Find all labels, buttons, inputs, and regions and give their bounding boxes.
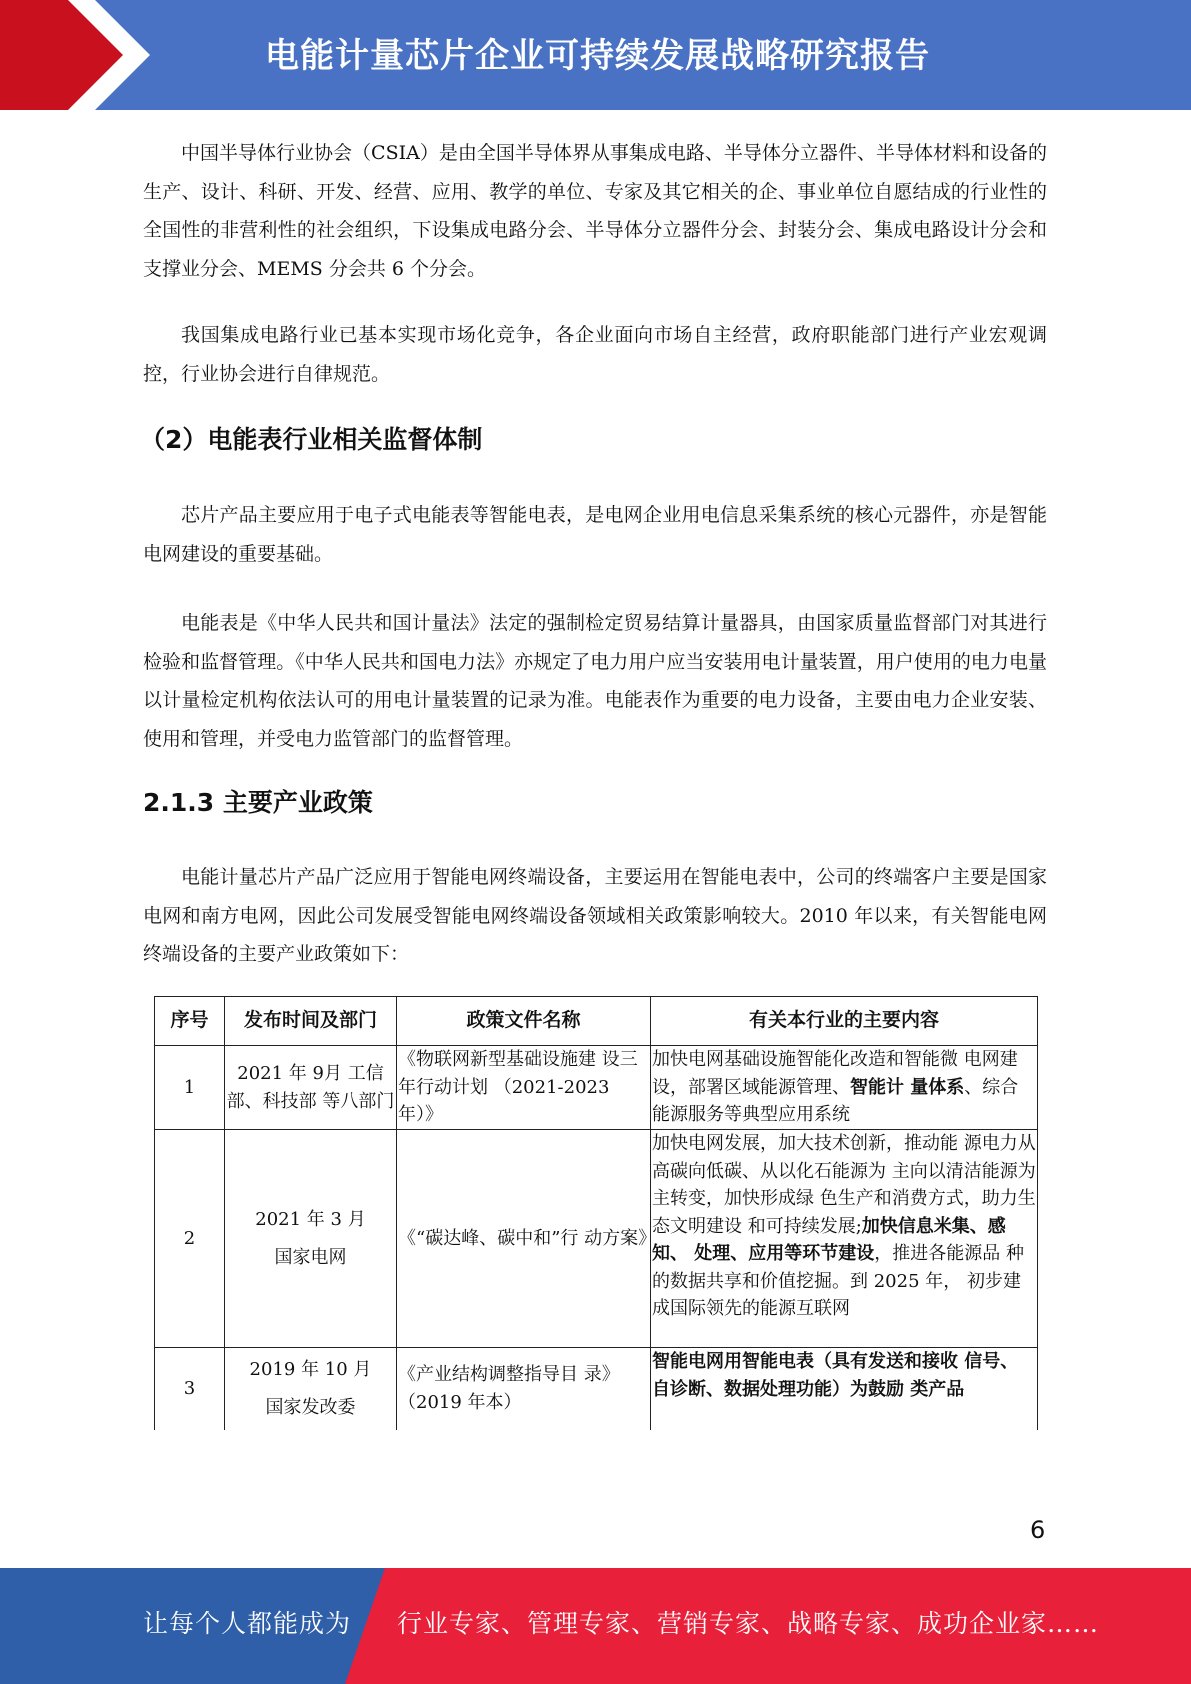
cell-no: 1: [155, 1046, 225, 1130]
cell-date-dept: [225, 1130, 397, 1348]
cell-doc-name: 《“碳达峰、碳中和”行 动方案》: [397, 1130, 651, 1348]
paragraph-policy-intro: 电能计量芯片产品广泛应用于智能电网终端设备，主要运用在智能电表中，公司的终端客户主要是国家电网和南方电网，因此公司发展受智能电网终端设备领域相关政策影响较大。2010 年以来，有关智能电网终端设备的主要产业政策如下：: [143, 866, 1047, 965]
cell-no: 2: [155, 1130, 225, 1348]
page-number: 6: [1030, 1516, 1046, 1544]
cell-date-dept: [225, 1348, 397, 1430]
cell-no: 3: [155, 1348, 225, 1430]
footer-slogan-left: 让每个人都能成为: [143, 1609, 352, 1638]
col-header-content: 有关本行业的主要内容: [651, 997, 1038, 1046]
section-heading-policies: 2.1.3 主要产业政策: [143, 788, 373, 817]
content-text: 加快电网基础设施智能化改造和智能微 电网建设，部署区域能源管理、: [652, 1049, 1018, 1098]
page-header: [0, 0, 1191, 110]
content-text: 、综合能源服务等典型应用系统: [652, 1076, 1019, 1125]
col-header-doc-name: 政策文件名称: [397, 997, 651, 1046]
table-header-row: [155, 997, 1038, 1046]
table-row: [155, 1130, 1038, 1348]
paragraph-meter-law: 电能表是《中华人民共和国计量法》法定的强制检定贸易结算计量器具，由国家质量监督部门对其进行检验和监督管理。《中华人民共和国电力法》亦规定了电力用户应当安装用电计量装置，用户使用的电力电量以计量检定机构依法认可的用电计量装置的记录为准。电能表作为重要的电力设备，主要由电力企业安装、使用和管理，并受电力监管部门的监督管理。: [143, 612, 1047, 750]
page-footer: [0, 1568, 1191, 1684]
paragraph-chip-application: 芯片产品主要应用于电子式电能表等智能电表，是电网企业用电信息采集系统的核心元器件，亦是智能电网建设的重要基础。: [143, 504, 1047, 565]
cell-date: 2021 年 3 月: [255, 1208, 366, 1230]
content-emphasis: 智能电网用智能电表（具有发送和接收 信号、自诊断、数据处理功能）为鼓励 类产品: [652, 1351, 1019, 1400]
footer-slogan-right: 行业专家、管理专家、营销专家、战略专家、成功企业家……: [397, 1609, 1100, 1638]
col-header-date-dept: 发布时间及部门: [225, 997, 397, 1046]
cell-doc-name: 《产业结构调整指导目 录》（2019 年本）: [397, 1348, 651, 1430]
cell-date-dept: 2021 年 9月 工信部、科技部 等八部门: [225, 1046, 397, 1130]
cell-doc-name: 《物联网新型基础设施建 设三年行动计划 （2021-2023 年）》: [397, 1046, 651, 1130]
cell-date: 2019 年 10 月: [249, 1358, 372, 1380]
cell-dept: 国家电网: [274, 1246, 347, 1268]
content-emphasis: 加快信息米集、感知、 处理、应用等环节建设: [652, 1215, 1006, 1264]
cell-dept: 国家发改委: [265, 1396, 356, 1418]
cell-content: [651, 1348, 1038, 1430]
cell-content: [651, 1130, 1038, 1348]
table-row: [155, 1348, 1038, 1430]
content-text: ，推进各能源品 种的数据共享和价值挖掘。到 2025 年， 初步建成国际领先的能源互联网: [652, 1243, 1024, 1319]
section-heading-supervision: （2）电能表行业相关监督体制: [140, 425, 483, 454]
cell-content: [651, 1046, 1038, 1130]
policy-table: [154, 996, 1038, 1430]
col-header-no: 序号: [155, 997, 225, 1046]
report-title: 电能计量芯片企业可持续发展战略研究报告: [265, 36, 930, 76]
content-text: 加快电网发展，加大技术创新，推动能 源电力从高碳向低碳、从以化石能源为 主向以清洁能源为主转变，加快形成绿 色生产和消费方式，助力生态文明建设 和可持续发展;: [652, 1133, 1036, 1237]
paragraph-market: 我国集成电路行业已基本实现市场化竞争，各企业面向市场自主经营，政府职能部门进行产业宏观调控，行业协会进行自律规范。: [143, 324, 1047, 385]
content-emphasis: 智能计 量体系: [850, 1076, 965, 1098]
table-row: [155, 1046, 1038, 1130]
paragraph-csia: 中国半导体行业协会（CSIA）是由全国半导体界从事集成电路、半导体分立器件、半导体材料和设备的生产、设计、科研、开发、经营、应用、教学的单位、专家及其它相关的企、事业单位自愿结成的行业性的全国性的非营利性的社会组织，下设集成电路分会、半导体分立器件分会、封装分会、集成电路设计分会和支撑业分会、MEMS 分会共 6 个分会。: [143, 142, 1047, 280]
